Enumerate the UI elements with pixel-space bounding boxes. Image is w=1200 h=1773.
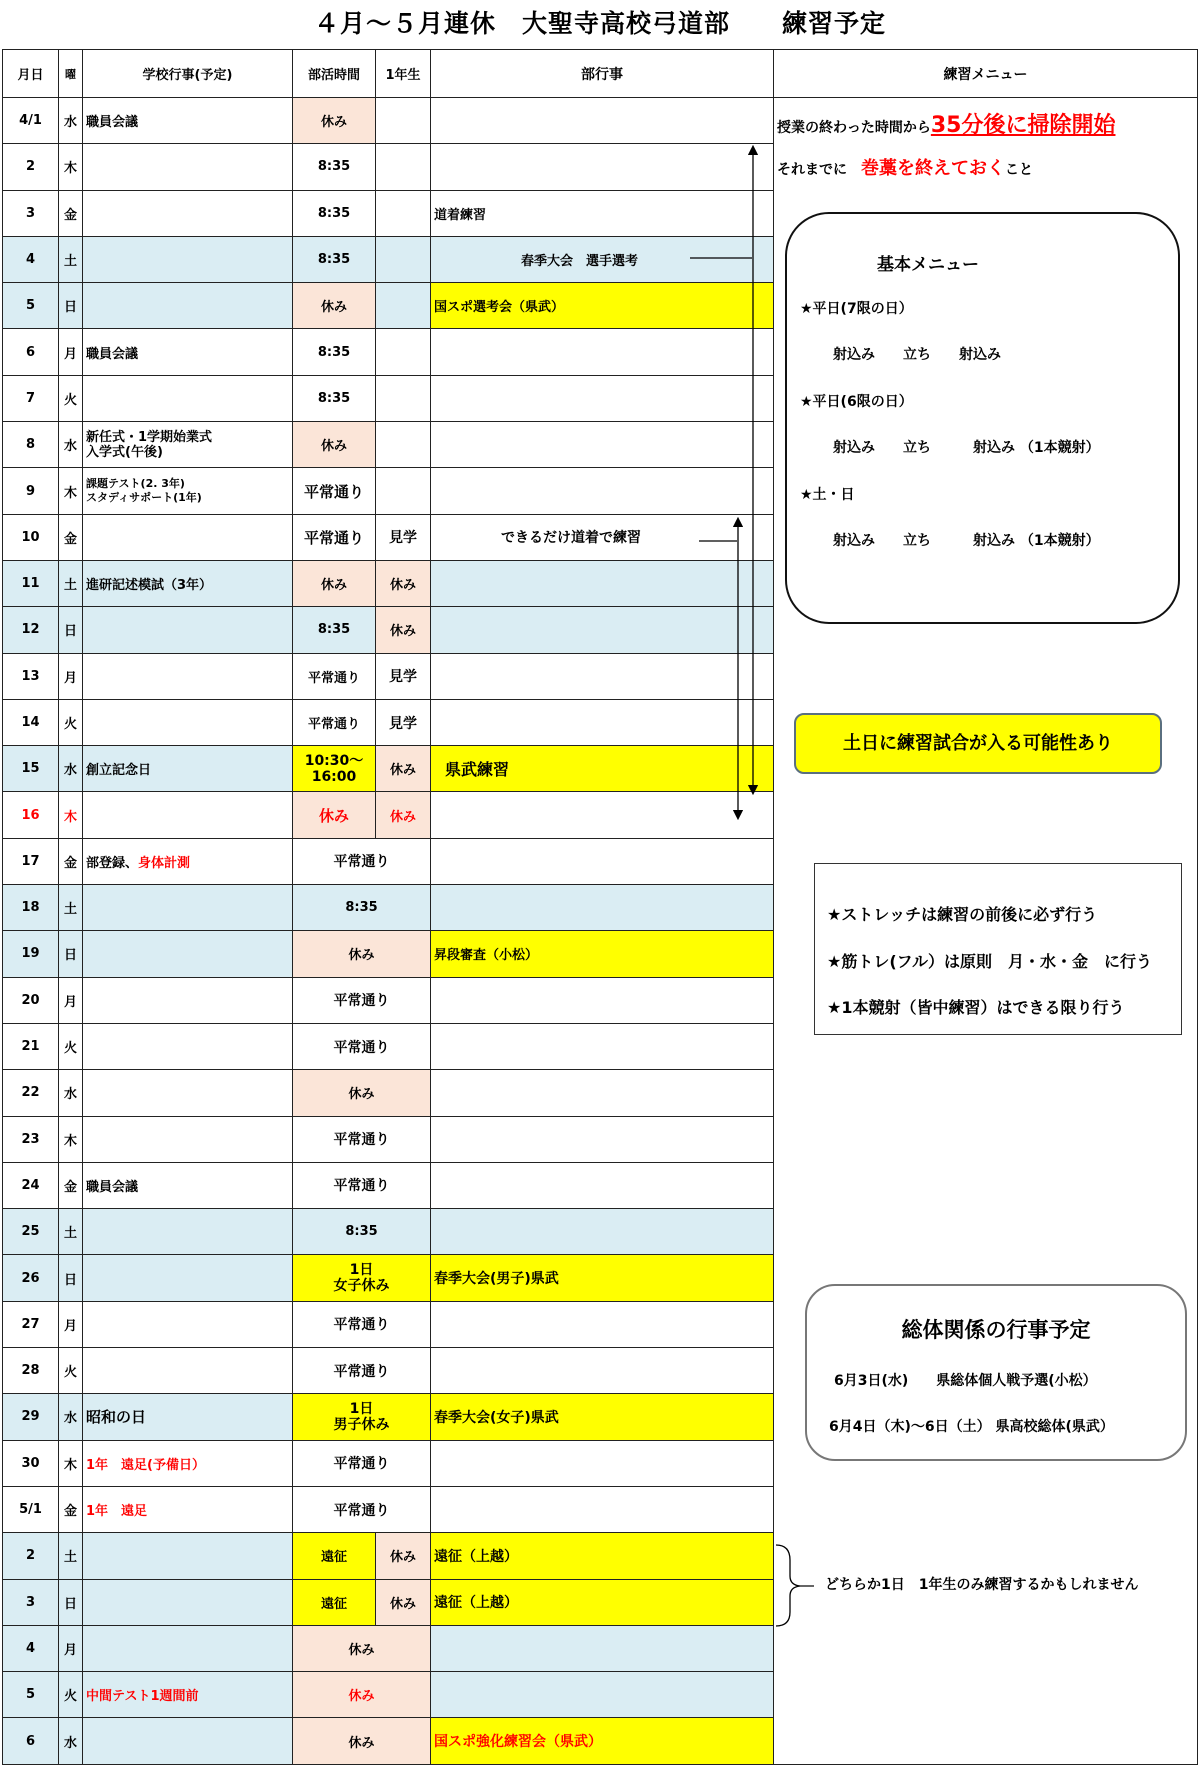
makiwara-note-suffix: こと — [1005, 162, 1033, 178]
date-cell: 28 — [3, 1348, 59, 1394]
date-cell: 13 — [3, 653, 59, 699]
date-cell: 25 — [3, 1209, 59, 1255]
date-cell: 6 — [3, 1718, 59, 1764]
club-event-cell: 春季大会(男子)県武 — [431, 1255, 774, 1301]
dow-cell: 日 — [59, 931, 83, 977]
cleaning-note-prefix: 授業の終わった時間から — [777, 120, 931, 136]
club-time-cell: 8:35 — [293, 144, 376, 190]
rule-item: ★1本競射（皆中練習）はできる限り行う — [827, 998, 1125, 1017]
club-time-cell: 平常通り — [293, 977, 431, 1023]
soutai-line: 6月3日(水) 県総体個人戦予選(小松） — [834, 1373, 1097, 1389]
school-event-cell: 1年 遠足(予備日） — [83, 1440, 293, 1486]
club-event-cell: 国スポ選考会（県武） — [431, 283, 774, 329]
date-cell: 15 — [3, 746, 59, 792]
club-time-cell: 休み — [293, 560, 376, 606]
basic-menu-items: 射込み 立ち 射込み （1本競射） — [833, 440, 1100, 456]
school-event-emphasis: 身体計測 — [138, 855, 191, 871]
club-event-cell: 道着練習 — [431, 190, 774, 236]
club-event-text: 県武練習 — [445, 760, 510, 780]
club-event-cell: 昇段審査（小松） — [431, 931, 774, 977]
dow-cell: 月 — [59, 1301, 83, 1347]
header-first-year: 1年生 — [376, 50, 431, 98]
date-cell: 3 — [3, 190, 59, 236]
date-cell: 23 — [3, 1116, 59, 1162]
basic-menu-box — [785, 212, 1180, 624]
first-year-cell: 休み — [376, 607, 431, 653]
basic-menu-items: 射込み 立ち 射込み — [833, 347, 1001, 363]
dow-cell: 火 — [59, 1023, 83, 1069]
club-time-line: 16:00 — [311, 768, 357, 785]
header-menu: 練習メニュー — [774, 50, 1198, 98]
school-event-cell: 創立記念日 — [83, 746, 293, 792]
rules-box — [814, 863, 1182, 1035]
date-cell: 4 — [3, 236, 59, 282]
club-time-cell: 平常通り — [293, 699, 376, 745]
makiwara-note-prefix: それまでに — [777, 162, 861, 178]
dow-cell: 土 — [59, 236, 83, 282]
weekend-match-notice: 土日に練習試合が入る可能性あり — [794, 713, 1162, 774]
date-cell: 18 — [3, 885, 59, 931]
school-event-line: 入学式(午後) — [86, 444, 163, 460]
club-event-cell: 春季大会(女子)県武 — [431, 1394, 774, 1440]
date-cell: 5 — [3, 283, 59, 329]
date-cell: 8 — [3, 422, 59, 468]
dow-cell: 火 — [59, 375, 83, 421]
club-time-cell: 遠征 — [293, 1579, 376, 1625]
club-time-cell: 平常通り — [293, 1023, 431, 1069]
basic-menu-title: 基本メニュー — [877, 255, 979, 275]
makiwara-note-emphasis: 巻藁を終えておく — [861, 158, 1005, 179]
dow-cell: 月 — [59, 977, 83, 1023]
brace-icon — [776, 1545, 800, 1626]
dow-cell: 月 — [59, 653, 83, 699]
first-year-cell: 見学 — [376, 653, 431, 699]
club-event-text: 春季大会 選手選考 — [521, 254, 639, 270]
date-cell: 14 — [3, 699, 59, 745]
first-year-cell: 見学 — [376, 514, 431, 560]
club-time-cell: 平常通り — [293, 468, 376, 514]
club-event-text: できるだけ道着で練習 — [501, 530, 641, 547]
expedition-note: どちらか1日 1年生のみ練習するかもしれません — [825, 1577, 1139, 1593]
date-cell: 4 — [3, 1625, 59, 1671]
club-time-cell: 休み — [293, 98, 376, 144]
school-event-line: 新任式・1学期始業式 — [86, 429, 213, 445]
cleaning-note — [777, 108, 1115, 139]
header-dow: 曜 — [59, 50, 83, 98]
date-cell: 27 — [3, 1301, 59, 1347]
club-time-line: 女子休み — [333, 1278, 390, 1295]
club-time-cell: 休み — [293, 1672, 431, 1718]
school-event-line: スタディサポート(1年) — [86, 491, 202, 505]
dow-cell: 水 — [59, 1070, 83, 1116]
basic-menu-heading: ★土・日 — [800, 487, 855, 503]
first-year-cell: 休み — [376, 746, 431, 792]
dow-cell: 水 — [59, 1394, 83, 1440]
first-year-cell: 休み — [376, 792, 431, 838]
dow-cell: 火 — [59, 1672, 83, 1718]
club-time-cell: 8:35 — [293, 1209, 431, 1255]
soutai-title: 総体関係の行事予定 — [901, 1318, 1091, 1342]
school-event-line: 課題テスト(2. 3年) — [86, 477, 185, 491]
dow-cell: 木 — [59, 144, 83, 190]
dow-cell: 日 — [59, 283, 83, 329]
dow-cell: 水 — [59, 1718, 83, 1764]
date-cell: 29 — [3, 1394, 59, 1440]
club-time-cell: 平常通り — [293, 653, 376, 699]
club-time-cell: 平常通り — [293, 514, 376, 560]
date-cell: 4/1 — [3, 98, 59, 144]
club-time-line: 10:30～ — [304, 752, 364, 769]
date-cell: 30 — [3, 1440, 59, 1486]
soutai-schedule-box — [805, 1284, 1187, 1461]
date-cell: 6 — [3, 329, 59, 375]
header-date: 月日 — [3, 50, 59, 98]
rule-item: ★筋トレ(フル）は原則 月・水・金 に行う — [827, 952, 1153, 971]
date-cell: 20 — [3, 977, 59, 1023]
club-event-cell: 遠征（上越） — [431, 1579, 774, 1625]
club-time-cell: 8:35 — [293, 329, 376, 375]
dow-cell: 金 — [59, 190, 83, 236]
school-event-cell: 職員会議 — [83, 1162, 293, 1208]
dow-cell: 土 — [59, 885, 83, 931]
date-cell: 3 — [3, 1579, 59, 1625]
header-club-event: 部行事 — [431, 50, 774, 98]
date-cell: 5/1 — [3, 1486, 59, 1532]
club-time-cell: 平常通り — [293, 1301, 431, 1347]
first-year-cell: 休み — [376, 1533, 431, 1579]
club-time-cell: 8:35 — [293, 607, 376, 653]
dow-cell: 金 — [59, 1162, 83, 1208]
dow-cell: 水 — [59, 98, 83, 144]
club-time-cell: 平常通り — [293, 1440, 431, 1486]
date-cell: 21 — [3, 1023, 59, 1069]
date-cell: 2 — [3, 1533, 59, 1579]
club-time-cell: 平常通り — [293, 1348, 431, 1394]
dow-cell: 土 — [59, 1533, 83, 1579]
dow-cell: 火 — [59, 699, 83, 745]
dow-cell: 月 — [59, 1625, 83, 1671]
date-cell: 12 — [3, 607, 59, 653]
header-school-event: 学校行事(予定) — [83, 50, 293, 98]
cleaning-note-emphasis: 35分後に掃除開始 — [930, 113, 1116, 138]
club-time-cell: 休み — [293, 283, 376, 329]
rule-item: ★ストレッチは練習の前後に必ず行う — [827, 905, 1098, 924]
date-cell: 9 — [3, 468, 59, 514]
first-year-cell: 見学 — [376, 699, 431, 745]
club-time-cell: 8:35 — [293, 885, 431, 931]
school-event-cell: 職員会議 — [83, 329, 293, 375]
club-time-cell: 平常通り — [293, 838, 431, 884]
school-event-cell: 進研記述模試（3年） — [83, 560, 293, 606]
school-event-cell: 職員会議 — [83, 98, 293, 144]
club-time-cell: 休み — [293, 931, 431, 977]
club-time-line: 男子休み — [333, 1416, 390, 1433]
soutai-line: 6月4日（木)～6日（土） 県高校総体(県武） — [829, 1419, 1114, 1435]
dow-cell: 土 — [59, 1209, 83, 1255]
club-time-cell: 平常通り — [293, 1116, 431, 1162]
club-time-line: 1日 — [349, 1400, 374, 1417]
dow-cell: 金 — [59, 514, 83, 560]
club-event-cell: 国スポ強化練習会（県武） — [431, 1718, 774, 1764]
club-time-cell: 平常通り — [293, 1162, 431, 1208]
club-time-cell: 8:35 — [293, 375, 376, 421]
club-time-cell: 遠征 — [293, 1533, 376, 1579]
dow-cell: 日 — [59, 1579, 83, 1625]
header-club-time: 部活時間 — [293, 50, 376, 98]
basic-menu-items: 射込み 立ち 射込み （1本競射） — [833, 533, 1100, 549]
dow-cell: 日 — [59, 1255, 83, 1301]
school-event-cell: 昭和の日 — [83, 1394, 293, 1440]
date-cell: 24 — [3, 1162, 59, 1208]
club-time-cell: 休み — [293, 422, 376, 468]
date-cell: 10 — [3, 514, 59, 560]
page-title: ４月～５月連休 大聖寺高校弓道部 練習予定 — [313, 9, 886, 38]
basic-menu-heading: ★平日(7限の日） — [800, 301, 913, 317]
club-event-cell: 遠征（上越） — [431, 1533, 774, 1579]
club-time-cell: 休み — [293, 1625, 431, 1671]
club-time-cell: 8:35 — [293, 190, 376, 236]
dow-cell: 水 — [59, 746, 83, 792]
makiwara-note — [777, 154, 1033, 180]
date-cell: 26 — [3, 1255, 59, 1301]
dow-cell: 木 — [59, 1440, 83, 1486]
club-time-line: 1日 — [349, 1262, 374, 1279]
dow-cell: 日 — [59, 607, 83, 653]
date-cell: 19 — [3, 931, 59, 977]
dow-cell: 水 — [59, 422, 83, 468]
school-event-cell: 1年 遠足 — [83, 1486, 293, 1532]
first-year-cell: 休み — [376, 560, 431, 606]
dow-cell: 木 — [59, 1116, 83, 1162]
date-cell: 22 — [3, 1070, 59, 1116]
club-time-cell: 8:35 — [293, 236, 376, 282]
basic-menu-heading: ★平日(6限の日） — [800, 394, 913, 410]
school-event-cell: 中間テスト1週間前 — [83, 1672, 293, 1718]
date-cell: 17 — [3, 838, 59, 884]
dow-cell: 金 — [59, 1486, 83, 1532]
first-year-cell: 休み — [376, 1579, 431, 1625]
club-time-cell: 平常通り — [293, 1486, 431, 1532]
dow-cell: 金 — [59, 838, 83, 884]
date-cell: 5 — [3, 1672, 59, 1718]
club-time-cell: 休み — [293, 792, 376, 838]
dow-cell: 火 — [59, 1348, 83, 1394]
dow-cell: 土 — [59, 560, 83, 606]
date-cell: 11 — [3, 560, 59, 606]
dow-cell: 木 — [59, 468, 83, 514]
date-cell: 2 — [3, 144, 59, 190]
school-event-text: 部登録、 — [86, 855, 139, 871]
dow-cell: 木 — [59, 792, 83, 838]
date-cell: 16 — [3, 792, 59, 838]
club-time-cell: 休み — [293, 1070, 431, 1116]
club-time-cell: 休み — [293, 1718, 431, 1764]
date-cell: 7 — [3, 375, 59, 421]
dow-cell: 月 — [59, 329, 83, 375]
